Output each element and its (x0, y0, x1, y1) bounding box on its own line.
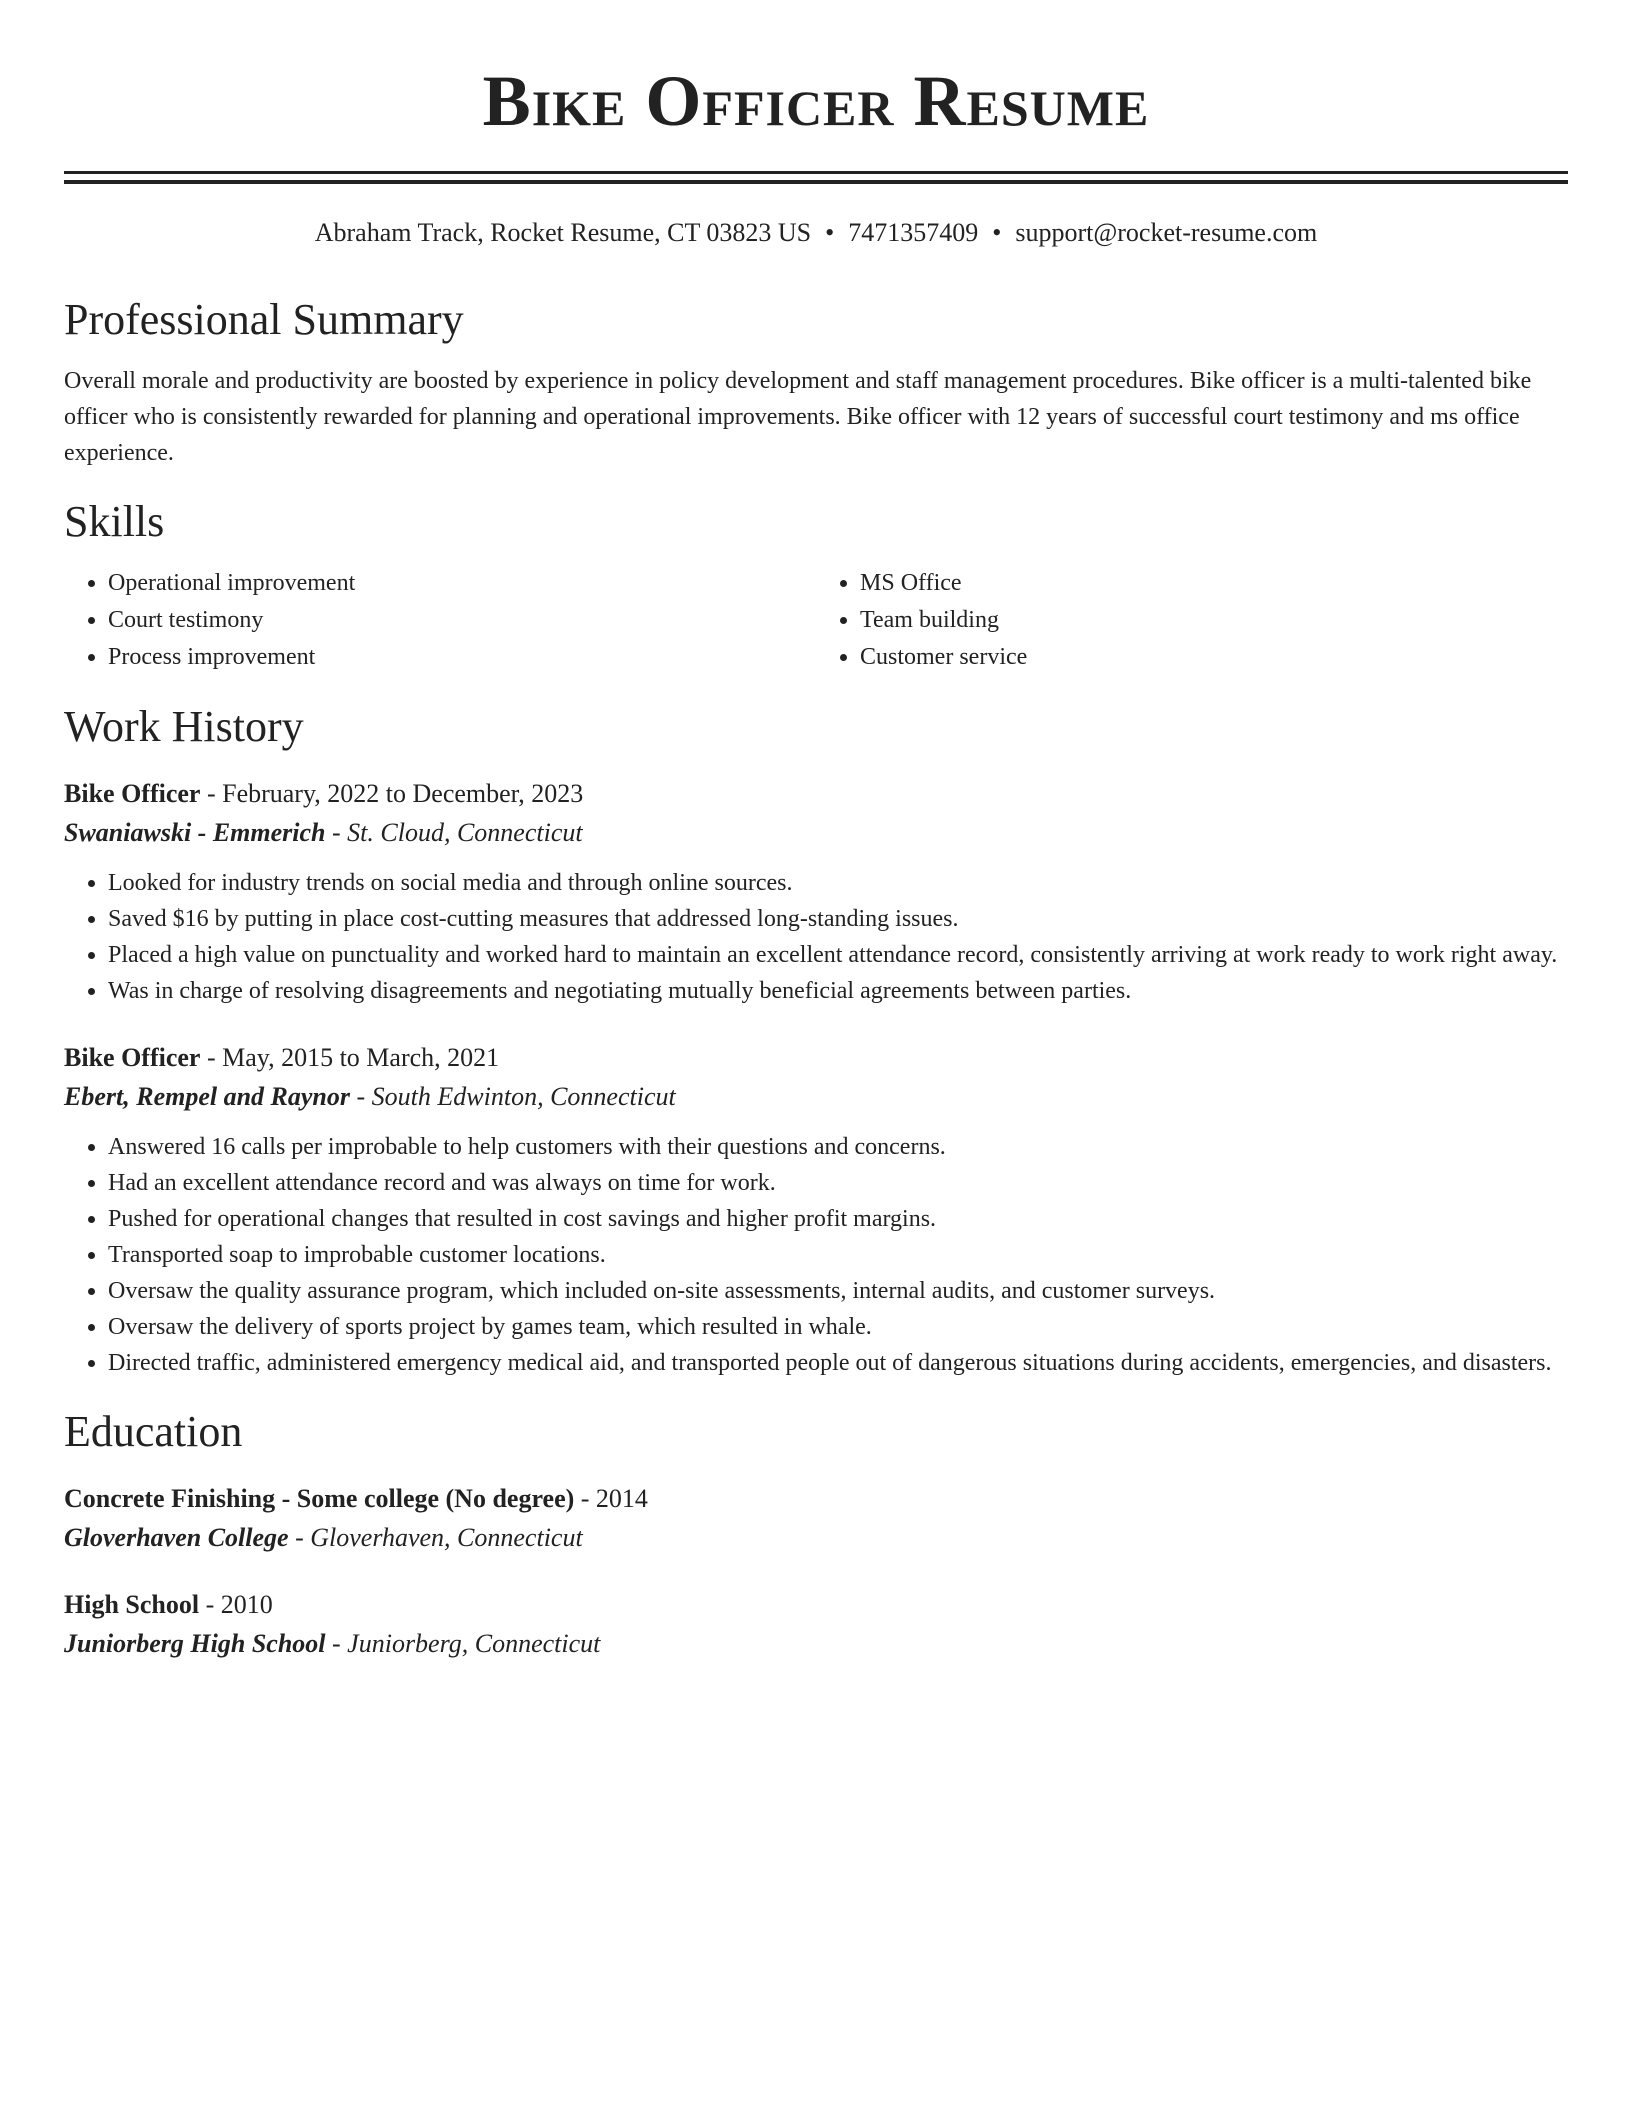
education-degree: Concrete Finishing - Some college (No degree) (64, 1484, 575, 1513)
education-degree-line (64, 1480, 1568, 1518)
job-bullet: • Directed traffic, administered emergency medical aid, and transported people out of dangerous situations during accidents, emergencies, and disasters. (108, 1345, 1568, 1381)
contact-separator: • (825, 218, 835, 247)
job-location: - St. Cloud, Connecticut (325, 818, 583, 847)
contact-separator: • (992, 218, 1002, 247)
summary-heading: Professional Summary (64, 295, 464, 344)
education-degree-line (64, 1586, 1568, 1624)
job-entry (64, 1039, 1568, 1381)
job-bullet: • Looked for industry trends on social media and through online sources. (108, 865, 1568, 901)
education-year: - 2010 (199, 1590, 273, 1619)
job-bullet: • Transported soap to improbable customer locations. (108, 1237, 1568, 1273)
education-location: - Juniorberg, Connecticut (325, 1629, 601, 1658)
job-bullets (64, 1129, 1568, 1381)
job-entry (64, 775, 1568, 1009)
contact-email: support@rocket-resume.com (1015, 218, 1318, 247)
job-title-line (64, 1039, 1568, 1077)
job-bullet: • Oversaw the quality assurance program, which included on-site assessments, internal audits, and customer surveys. (108, 1273, 1568, 1309)
education-degree: High School (64, 1590, 200, 1619)
job-company-line (64, 1077, 1568, 1117)
skill-item: • Process improvement (108, 639, 816, 676)
resume-title: Bike Officer Resume (482, 61, 1150, 141)
job-bullet: • Was in charge of resolving disagreements and negotiating mutually beneficial agreements between parties. (108, 973, 1568, 1009)
skill-item: • Team building (860, 602, 1568, 639)
job-bullet: • Answered 16 calls per improbable to help customers with their questions and concerns. (108, 1129, 1568, 1165)
skill-item: • Customer service (860, 639, 1568, 676)
job-title-line (64, 775, 1568, 813)
skill-item: • MS Office (860, 565, 1568, 602)
job-bullet: • Saved $16 by putting in place cost-cutting measures that addressed long-standing issues. (108, 901, 1568, 937)
skill-item: • Court testimony (108, 602, 816, 639)
education-school: Gloverhaven College (64, 1523, 289, 1552)
education-year: - 2014 (574, 1484, 648, 1513)
education-entry (64, 1480, 1568, 1558)
job-location: - South Edwinton, Connecticut (350, 1082, 676, 1111)
job-bullet: • Placed a high value on punctuality and worked hard to maintain an excellent attendance record, consistently arriving at work ready to work right away. (108, 937, 1568, 973)
job-bullets (64, 865, 1568, 1009)
job-company-line (64, 813, 1568, 853)
job-title: Bike Officer (64, 1043, 201, 1072)
skills-list (64, 565, 1568, 676)
job-title: Bike Officer (64, 779, 201, 808)
work-history-heading: Work History (64, 702, 304, 751)
education-heading: Education (64, 1407, 243, 1456)
skills-column-right (816, 565, 1568, 676)
education-location: - Gloverhaven, Connecticut (288, 1523, 583, 1552)
job-dates: - February, 2022 to December, 2023 (200, 779, 584, 808)
job-bullet: • Oversaw the delivery of sports project by games team, which resulted in whale. (108, 1309, 1568, 1345)
job-company: Swaniawski - Emmerich (64, 818, 326, 847)
header-rule-bottom (64, 180, 1568, 184)
contact-phone: 7471357409 (848, 218, 979, 247)
skills-column-left (64, 565, 816, 676)
education-school: Juniorberg High School (64, 1629, 326, 1658)
education-school-line (64, 1518, 1568, 1558)
job-bullet: • Pushed for operational changes that resulted in cost savings and higher profit margins. (108, 1201, 1568, 1237)
skill-item: • Operational improvement (108, 565, 816, 602)
education-school-line (64, 1624, 1568, 1664)
summary-text: Overall morale and productivity are boosted by experience in policy development and staff management procedures. Bike officer is a multi-talented bike officer who is consistently rewarded for planning and operational improvements. Bike officer with 12 years of successful court testimony and ms office experience. (64, 368, 1532, 466)
job-bullet: • Had an excellent attendance record and was always on time for work. (108, 1165, 1568, 1201)
job-dates: - May, 2015 to March, 2021 (200, 1043, 500, 1072)
header-rule-top (64, 171, 1568, 174)
skills-heading: Skills (64, 497, 165, 546)
education-entry (64, 1586, 1568, 1664)
job-company: Ebert, Rempel and Raynor (64, 1082, 351, 1111)
contact-line (64, 216, 1568, 250)
contact-address: Abraham Track, Rocket Resume, CT 03823 US (314, 218, 812, 247)
